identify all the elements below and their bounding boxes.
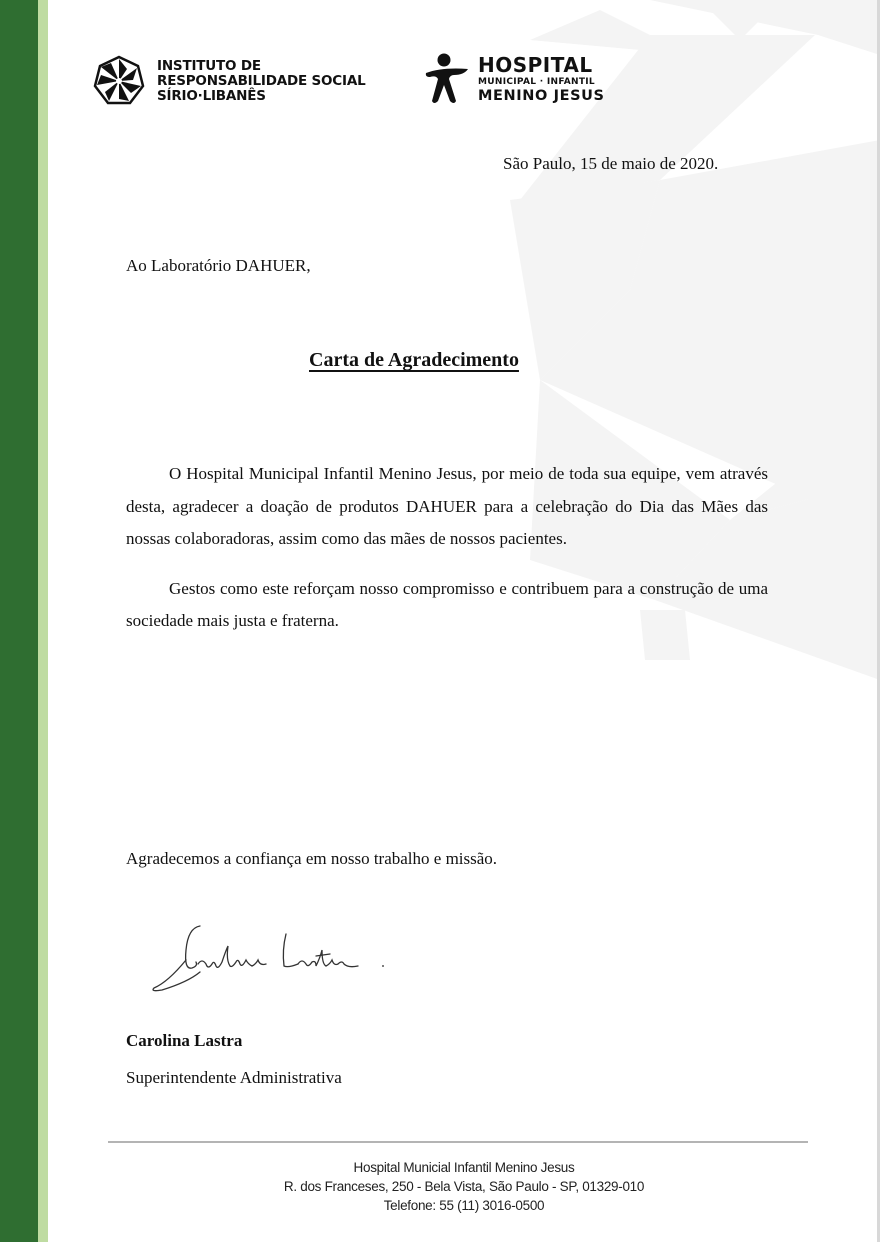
- footer-line: R. dos Franceses, 250 - Bela Vista, São Paulo - SP, 01329-010: [283, 1179, 645, 1194]
- institute-logo: [93, 55, 365, 107]
- letter-recipient: Ao Laboratório DAHUER,: [126, 256, 311, 275]
- hospital-logo-line: HOSPITAL: [478, 52, 593, 77]
- hospital-logo-line: MENINO JESUS: [478, 87, 605, 104]
- institute-logo-line: SÍRIO·LIBANÊS: [157, 87, 266, 104]
- letter-date: São Paulo, 15 de maio de 2020.: [503, 154, 719, 173]
- footer-address: [48, 1158, 880, 1215]
- signer-role: Superintendente Administrativa: [126, 1068, 342, 1087]
- handwritten-signature: [148, 920, 398, 1000]
- institute-emblem-icon: [93, 55, 145, 107]
- footer-line: Telefone: 55 (11) 3016-0500: [383, 1198, 545, 1213]
- sidebar-band-light: [38, 0, 48, 1242]
- institute-logo-line: RESPONSABILIDADE SOCIAL: [157, 72, 366, 89]
- child-figure-icon: [424, 53, 470, 105]
- letter-title: Carta de Agradecimento: [309, 349, 519, 371]
- letter-body: [126, 458, 768, 655]
- hospital-logo-line: MUNICIPAL · INFANTIL: [478, 76, 595, 87]
- sidebar-band-dark: [0, 0, 38, 1242]
- hospital-logo: [424, 53, 605, 105]
- letter-closing: Agradecemos a confiança em nosso trabalho e missão.: [126, 849, 498, 868]
- footer-line: Hospital Municial Infantil Menino Jesus: [353, 1160, 575, 1175]
- footer-divider: [108, 1141, 808, 1143]
- body-paragraph: O Hospital Municipal Infantil Menino Jesus, por meio de toda sua equipe, vem através desta, agradecer a doação de produtos DAHUER para a celebração do Dia das Mães das nossas colaboradoras, assim como das mães de nossos pacientes.: [126, 464, 768, 548]
- institute-logo-line: INSTITUTO DE: [157, 57, 261, 74]
- body-paragraph: Gestos como este reforçam nosso compromisso e contribuem para a construção de uma sociedade mais justa e fraterna.: [126, 578, 768, 630]
- signer-name: Carolina Lastra: [126, 1031, 243, 1050]
